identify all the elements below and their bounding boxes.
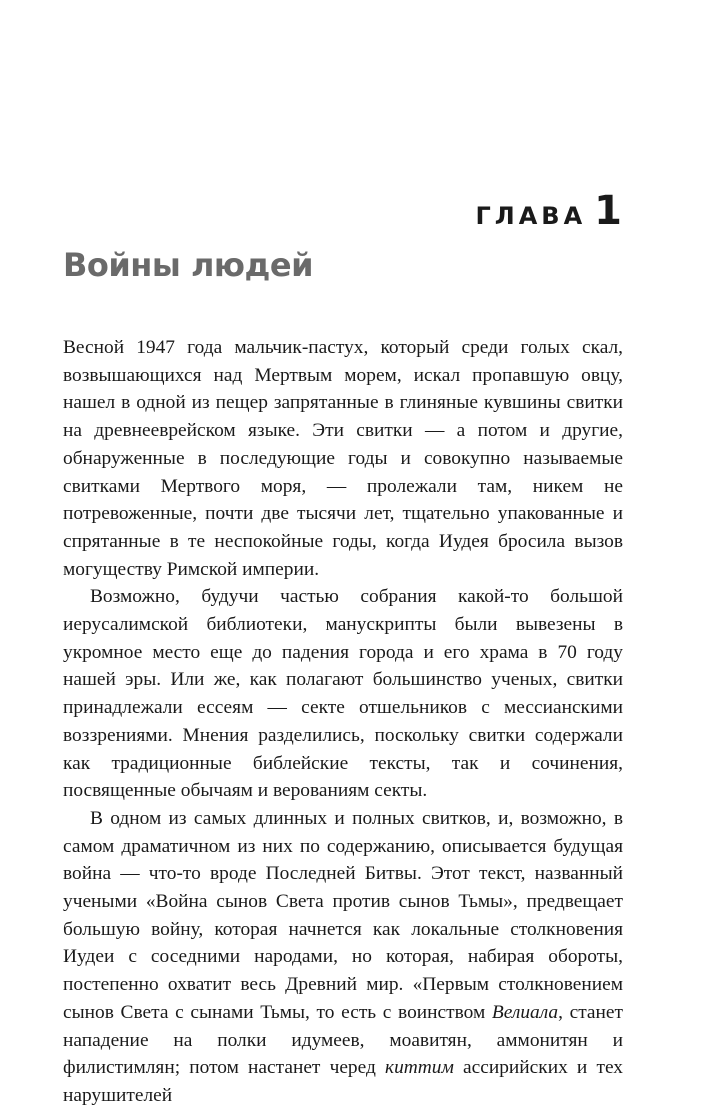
paragraph-3-part-1: В одном из самых длинных и полных свитков, и, возможно, в самом драматичном из них по содержанию, описывается будущая война — что-то вроде Последней Битвы. Этот текст, названный учеными «Война сынов Света против сынов Тьмы», предвещает большую войну, которая начнется как локальные столкновения Иудеи с соседними народами, но которая, набирая обороты, постепенно охватит весь Древний мир. «Первым столкновением сынов Света с сынами Тьмы, то есть с воинством xyxy=(63,807,623,1023)
paragraph-3 xyxy=(63,805,623,1110)
chapter-body xyxy=(63,334,623,1110)
paragraph-3-part-3: ассирийских и тех нарушителей xyxy=(63,1057,623,1106)
paragraph-1: Весной 1947 года мальчик-пастух, который среди голых скал, возвышающихся над Мертвым морем, искал пропавшую овцу, нашел в одной из пещер запрятанные в глиняные кувшины свитки на древнееврейском языке. Эти свитки — а потом и другие, обнаруженные в последующие годы и совокупно называемые свитками Мертвого моря, — пролежали там, никем не потревоженные, почти две тысячи лет, тщательно упакованные и спрятанные в те неспокойные годы, когда Иудея бросила вызов могуществу Римской империи. xyxy=(63,337,623,580)
paragraph-2: Возможно, будучи частью собрания какой-то большой иерусалимской библиотеки, манускрипты были вывезены в укромное место еще до падения города и его храма в 70 году нашей эры. Или же, как полагают большинство ученых, свитки принадлежали ессеям — секте отшельников с мессианскими воззрениями. Мнения разделились, поскольку свитки содержали как традиционные библейские тексты, так и сочинения, посвященные обычаям и верованиям секты. xyxy=(63,586,623,802)
paragraph-3-italic-kittim: киттим xyxy=(385,1057,454,1079)
chapter-title: Войны людей xyxy=(63,246,313,284)
chapter-heading xyxy=(475,188,622,234)
chapter-number: 1 xyxy=(594,188,622,234)
paragraph-3-part-2: , станет нападение на полки идумеев, моавитян, аммонитян и филистимлян; потом настанет черед xyxy=(63,1001,623,1079)
chapter-label: ГЛАВА xyxy=(475,202,587,230)
paragraph-3-italic-belial: Велиала xyxy=(491,1001,559,1023)
